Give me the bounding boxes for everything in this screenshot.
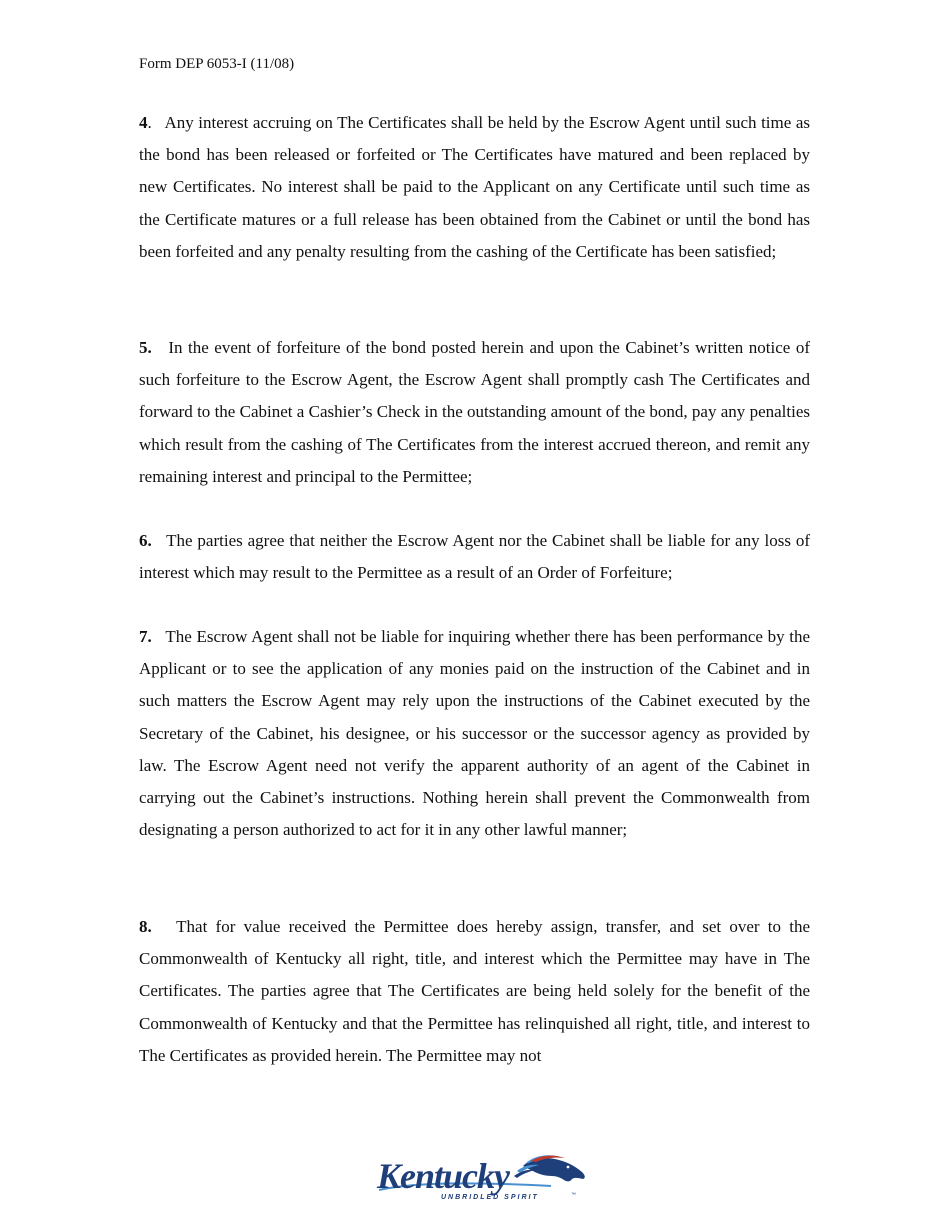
paragraph-text: That for value received the Permittee does hereby assign, transfer, and set over to the Commonwealth of Kentucky all right, title, and interest which the Permittee may have in The Certificates. The parties agree that The Certificates are being held solely for the benefit of the Commonwealth of Kentucky and that the Permittee has relinquished all right, title, and interest to The Certificates as provided herein. The Permittee may not	[139, 917, 810, 1065]
logo-tagline: UNBRIDLED SPIRIT	[441, 1194, 539, 1201]
paragraph-7	[139, 621, 810, 846]
paragraph-number: 8.	[139, 917, 152, 936]
paragraph-4	[139, 107, 810, 268]
paragraph-6	[139, 525, 810, 589]
paragraph-5	[139, 332, 810, 493]
paragraph-text: The Escrow Agent shall not be liable for inquiring whether there has been performance by the Applicant or to see the application of any monies paid on the instruction of the Cabinet and in such matters the Escrow Agent may rely upon the instructions of the Cabinet executed by the Secretary of the Cabinet, his designee, or his successor or the successor agency as provided by law. The Escrow Agent need not verify the apparent authority of an agent of the Cabinet in carrying out the Cabinet’s instructions. Nothing herein shall prevent the Commonwealth from designating a person authorized to act for it in any other lawful manner;	[139, 627, 810, 840]
kentucky-logo	[375, 1152, 590, 1204]
paragraph-8	[139, 911, 810, 1072]
paragraph-number: 6.	[139, 531, 152, 550]
paragraph-separator	[152, 338, 169, 357]
paragraph-number: 4	[139, 113, 148, 132]
paragraph-separator	[152, 531, 166, 550]
paragraph-separator: .	[147, 113, 165, 132]
paragraph-number: 5.	[139, 338, 152, 357]
horse-head-icon	[514, 1155, 585, 1181]
paragraph-separator	[152, 627, 166, 646]
paragraph-separator	[152, 917, 176, 936]
form-identifier: Form DEP 6053-I (11/08)	[139, 56, 295, 72]
paragraph-number: 7.	[139, 627, 152, 646]
paragraph-text: The parties agree that neither the Escrow Agent nor the Cabinet shall be liable for any loss of interest which may result to the Permittee as a result of an Order of Forfeiture;	[139, 531, 810, 583]
paragraph-text: Any interest accruing on The Certificates shall be held by the Escrow Agent until such time as the bond has been released or forfeited or The Certificates have matured and been replaced by new Certificates. No interest shall be paid to the Applicant on any Certificate until such time as the Certificate matures or a full release has been obtained from the Cabinet or until the bond has been forfeited and any penalty resulting from the cashing of the Certificate has been satisfied;	[139, 113, 810, 261]
logo-wordmark: Kentucky	[377, 1156, 509, 1196]
paragraph-text: In the event of forfeiture of the bond posted herein and upon the Cabinet’s written notice of such forfeiture to the Escrow Agent, the Escrow Agent shall promptly cash The Certificates and forward to the Cabinet a Cashier’s Check in the outstanding amount of the bond, pay any penalties which result from the cashing of The Certificates from the interest accrued thereon, and remit any remaining interest and principal to the Permittee;	[139, 338, 810, 486]
logo-trademark: ™	[571, 1192, 576, 1198]
